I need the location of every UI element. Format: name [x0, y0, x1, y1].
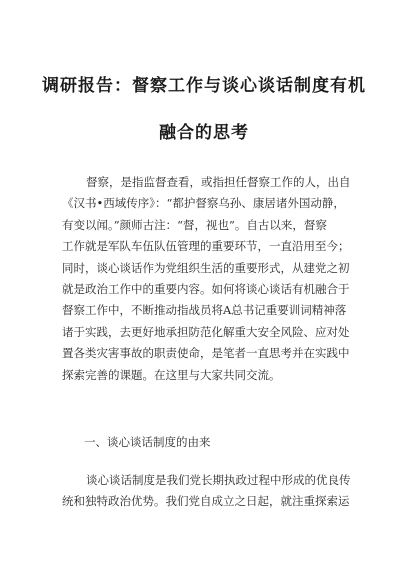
- paragraph-line: 工作就是军队车伍队伍管理的重要环节，一直沿用至今；: [62, 239, 350, 254]
- paragraph-line: 有变以闻。”颜师古注：“督，视也”。自古以来，督察: [62, 217, 327, 232]
- paragraph-line: 诸于实践，去更好地承担防范化解重大安全风险、应对处: [62, 324, 350, 339]
- section-paragraph: [62, 470, 352, 513]
- paragraph-line: 置各类灾害事故的职责使命，是笔者一直思考并在实践中: [62, 346, 350, 361]
- paragraph-line: 同时，谈心谈话作为党组织生活的重要形式，从建党之初: [62, 260, 350, 275]
- document-title-line2: 融合的思考: [159, 123, 249, 143]
- document-title-line1: 调研报告：督察工作与谈心谈话制度有机: [42, 76, 366, 96]
- paragraph-line: 督察工作中，不断推动指战员将A总书记重要训词精神落: [62, 303, 347, 318]
- paragraph-line: 督察，是指监督查看，或指担任督察工作的人，出自: [86, 175, 351, 189]
- paragraph-line: 《汉书•西域传序》：“都护督察乌孙、康居诸外国动静，: [62, 196, 345, 211]
- paragraph-line: 就是政治工作中的重要内容。如何将谈心谈话有机融合于: [62, 282, 350, 297]
- intro-paragraph: [62, 172, 352, 386]
- paragraph-line: 统和独特政治优势。我们党自成立之日起，就注重探索运: [62, 494, 350, 509]
- paragraph-line: 探索完善的课题。在这里与大家共同交流。: [62, 367, 281, 382]
- paragraph-line: 谈心谈话制度是我们党长期执政过程中形成的优良传: [86, 473, 351, 487]
- section-heading: 一、谈心谈话制度的由来: [84, 435, 211, 449]
